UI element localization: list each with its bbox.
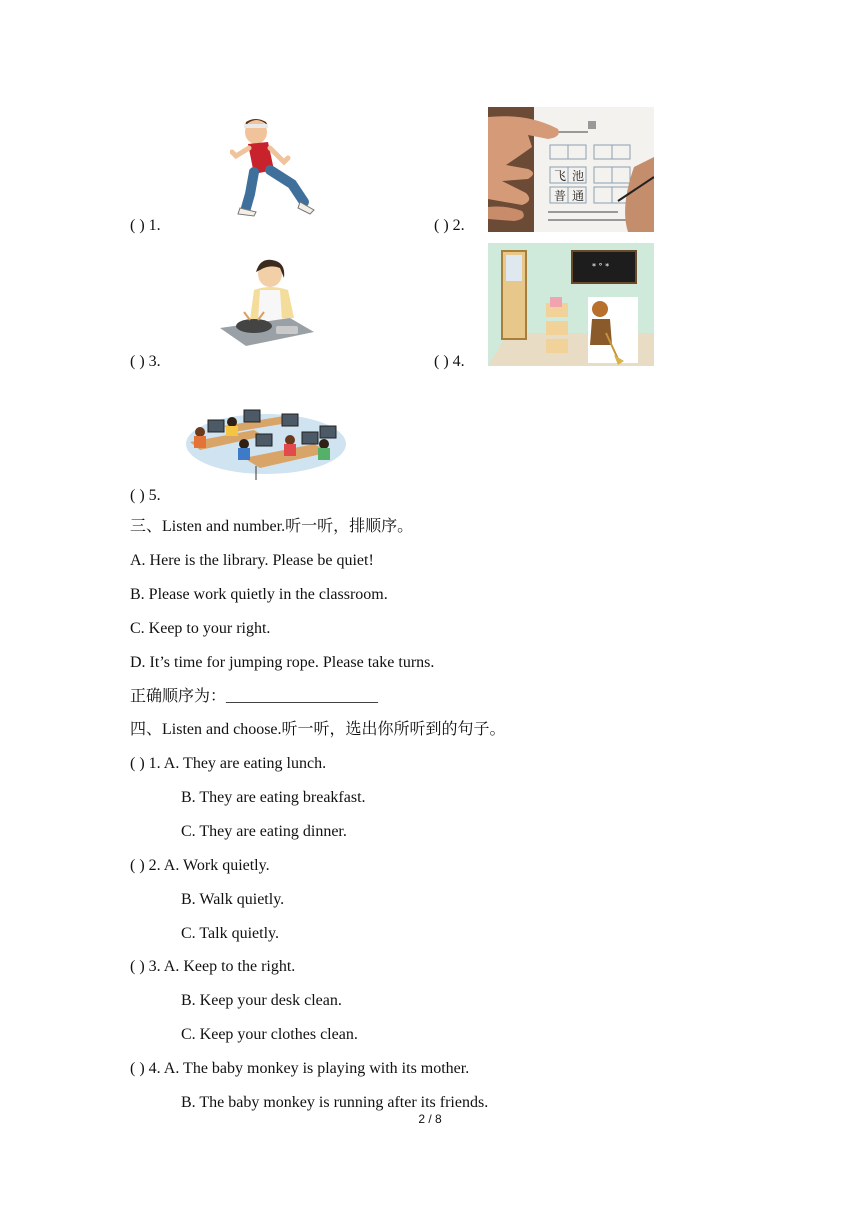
section-3-item-d: D. It’s time for jumping rope. Please take turns. xyxy=(130,654,435,671)
question-4-option-b: B. The baby monkey is running after its friends. xyxy=(181,1094,489,1111)
worksheet-char: 飞 xyxy=(554,169,567,183)
section-4-heading: 四、Listen and choose.听一听，选出你所听到的句子。 xyxy=(130,721,506,738)
section-3-item-c: C. Keep to your right. xyxy=(130,620,271,637)
page-number: 2 / 8 xyxy=(418,1112,442,1126)
question-3-option-c: C. Keep your clothes clean. xyxy=(181,1026,358,1043)
question-1-option-c: C. They are eating dinner. xyxy=(181,823,347,840)
question-2-stem: ( ) 2. A. Work quietly. xyxy=(130,857,270,874)
picture-item-5-label: ( ) 5. xyxy=(130,487,161,504)
picture-item-4-label: ( ) 4. xyxy=(434,353,465,370)
question-3-stem: ( ) 3. A. Keep to the right. xyxy=(130,958,296,975)
cooking-girl-image xyxy=(220,256,314,352)
question-4-stem: ( ) 4. A. The baby monkey is playing with its mother. xyxy=(130,1060,470,1077)
question-2-option-b: B. Walk quietly. xyxy=(181,891,285,908)
worksheet-char: 普 xyxy=(554,189,567,203)
svg-text:* ° *: * ° * xyxy=(592,262,610,271)
worksheet-char: 通 xyxy=(572,189,585,203)
computer-lab-image xyxy=(184,398,348,480)
running-boy-image xyxy=(230,112,322,220)
section-3-item-a: A. Here is the library. Please be quiet! xyxy=(130,552,374,569)
classroom-sweeping-image xyxy=(488,243,654,366)
question-1-option-b: B. They are eating breakfast. xyxy=(181,789,366,806)
section-3-item-b: B. Please work quietly in the classroom. xyxy=(130,586,388,603)
picture-item-2-label: ( ) 2. xyxy=(434,217,465,234)
question-3-option-b: B. Keep your desk clean. xyxy=(181,992,342,1009)
writing-worksheet-image xyxy=(488,107,654,232)
section-3-answer-line: 正确顺序为：___________________ xyxy=(130,688,379,705)
question-1-stem: ( ) 1. A. They are eating lunch. xyxy=(130,755,327,772)
picture-item-1-label: ( ) 1. xyxy=(130,217,161,234)
section-3-heading: 三、Listen and number.听一听，排顺序。 xyxy=(130,518,414,535)
picture-item-3-label: ( ) 3. xyxy=(130,353,161,370)
question-2-option-c: C. Talk quietly. xyxy=(181,925,279,942)
worksheet-char: 池 xyxy=(572,169,585,183)
